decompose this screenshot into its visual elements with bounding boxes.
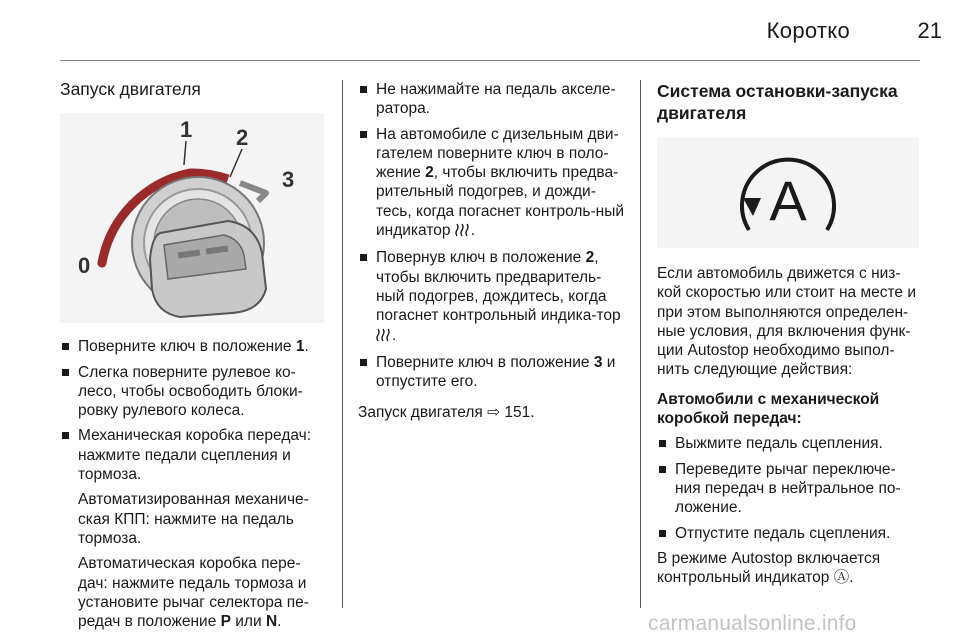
- list-item: Поверните ключ в положение 3 и отпустите его.: [358, 353, 628, 392]
- header-title: Коротко: [766, 18, 850, 43]
- figure-label: 1: [180, 117, 193, 143]
- bullet-list: [657, 434, 919, 542]
- bullet-square-icon: [360, 359, 367, 366]
- svg-text:A: A: [769, 169, 807, 232]
- glow-plug-icon: [455, 223, 471, 242]
- column-engine-start-cont: [358, 80, 628, 433]
- bullet-square-icon: [62, 369, 69, 376]
- list-item: Отпустите педаль сцепления.: [657, 524, 919, 543]
- list-item: Не нажимайте на педаль акселе-ратора.: [358, 80, 628, 119]
- bullet-list: [358, 80, 628, 391]
- list-item: Поверните ключ в положение 1.: [60, 337, 326, 356]
- bullet-square-icon: [360, 254, 367, 261]
- autostop-indicator-note: В режиме Autostop включается контрольный индикатор Ⓐ.: [657, 549, 881, 587]
- list-item: Выжмите педаль сцепления.: [657, 434, 919, 453]
- autostop-a-icon: [657, 138, 919, 248]
- autostop-description: Если автомобиль движется с низ-кой скоростью или стоит на месте и при этом выполняются определен-ные условия, для включения функ-ции Autostop необходимо выпол-нить следующие действия:: [657, 265, 917, 379]
- cross-reference[interactable]: Запуск двигателя ⇨ 151.: [358, 404, 535, 422]
- bullet-square-icon: [62, 432, 69, 439]
- ignition-key-illustration: [60, 113, 324, 323]
- figure-label: 2: [236, 125, 249, 151]
- list-item: На автомобиле с дизельным дви-гателем поверните ключ в поло-жение 2, чтобы включить предва-рительный подогрев, и дожди-тесь, когда погаснет контроль-ный индикатор .: [358, 125, 628, 243]
- autostop-indicator-illustration: [657, 138, 919, 248]
- subheading-manual-gearbox: Автомобили с механической коробкой передач:: [657, 390, 880, 428]
- bullet-list: [60, 337, 326, 484]
- column-divider: [342, 80, 343, 608]
- automated-gearbox-note: Автоматизированная механиче-ская КПП: нажмите на педаль тормоза.: [78, 491, 309, 547]
- bullet-square-icon: [659, 466, 666, 473]
- figure-label: 3: [282, 167, 295, 193]
- bullet-square-icon: [659, 440, 666, 447]
- list-item: Слегка поверните рулевое ко-лесо, чтобы освободить блоки-ровку рулевого колеса.: [60, 363, 326, 421]
- header-rule: [60, 60, 920, 61]
- section-heading: Запуск двигателя: [60, 79, 201, 99]
- automatic-gearbox-note: Автоматическая коробка пере-дач: нажмите педаль тормоза и установите рычаг селектора пе-редач в положение P или N.: [78, 555, 309, 631]
- figure-label: 0: [78, 253, 91, 279]
- list-item: Переведите рычаг переключе-ния передач в нейтральное по-ложение.: [657, 460, 919, 518]
- bullet-square-icon: [360, 86, 367, 93]
- list-item: Повернув ключ в положение 2, чтобы включить предваритель-ный подогрев, дождитесь, когда погаснет контрольный индика-тор .: [358, 248, 628, 346]
- glow-plug-icon: [376, 328, 392, 347]
- column-engine-start: [60, 74, 326, 637]
- list-item: Механическая коробка передач: нажмите педали сцепления и тормоза.: [60, 426, 326, 484]
- autostop-indicator-icon: Ⓐ: [833, 569, 850, 587]
- reference-arrow-icon: ⇨: [487, 404, 501, 422]
- bullet-square-icon: [62, 343, 69, 350]
- column-stop-start: [657, 74, 919, 597]
- bullet-square-icon: [360, 131, 367, 138]
- watermark: carmanualsonline.info: [648, 612, 857, 635]
- page-number: 21: [917, 18, 942, 43]
- section-heading: Система остановки-запуска двигателя: [657, 81, 898, 123]
- bullet-square-icon: [659, 530, 666, 537]
- column-divider: [640, 80, 641, 608]
- ignition-key-drawing: [60, 113, 324, 323]
